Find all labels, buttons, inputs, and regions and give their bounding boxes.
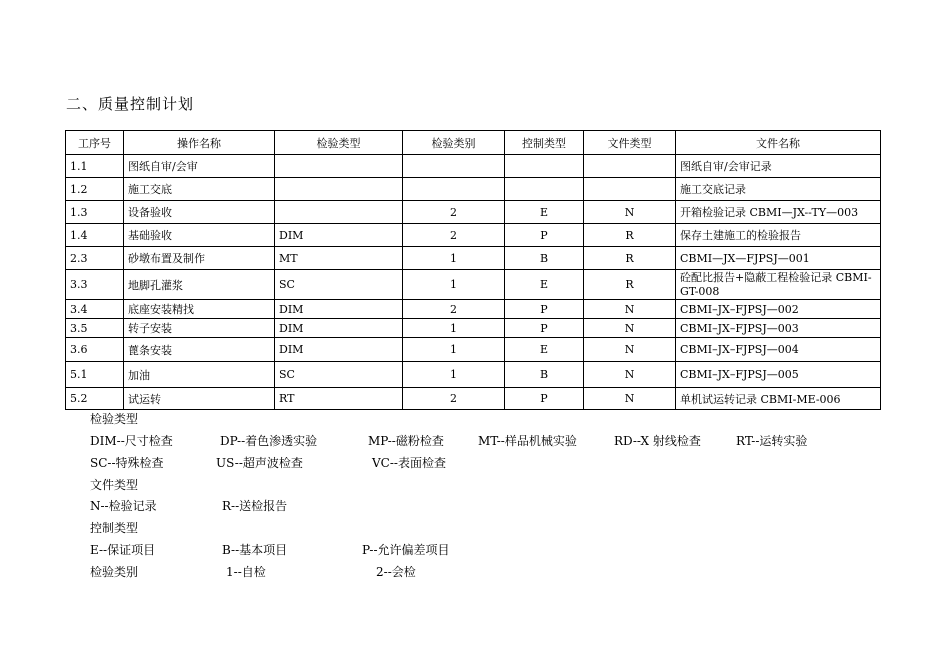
cell-process-no: 5.2 [66, 388, 124, 410]
cell-process-no: 1.2 [66, 178, 124, 201]
cell-control-type: P [505, 300, 584, 319]
cell-operation-name: 砂墩布置及制作 [124, 247, 275, 270]
cell-operation-name: 试运转 [124, 388, 275, 410]
table-row [66, 362, 881, 388]
cell-file-name: CBMI–JX–FJPSJ—002 [676, 300, 881, 319]
cell-inspection-type [275, 178, 403, 201]
cell-control-type: E [505, 270, 584, 300]
legend-item: E--保证项目 [90, 543, 156, 557]
cell-inspection-type: SC [275, 270, 403, 300]
cell-operation-name: 施工交底 [124, 178, 275, 201]
legend-inspection-type-title: 检验类型 [90, 412, 139, 426]
cell-process-no: 3.5 [66, 319, 124, 338]
cell-control-type: B [505, 247, 584, 270]
cell-inspection-class: 2 [403, 388, 505, 410]
cell-inspection-class [403, 155, 505, 178]
cell-file-type: N [584, 300, 676, 319]
legend-item: MT--样品机械实验 [478, 434, 577, 448]
cell-operation-name: 转子安装 [124, 319, 275, 338]
legend-item: VC--表面检查 [372, 456, 446, 470]
cell-process-no: 1.1 [66, 155, 124, 178]
cell-inspection-class [403, 178, 505, 201]
table-row [66, 247, 881, 270]
cell-control-type: E [505, 201, 584, 224]
legend-item: R--送检报告 [222, 499, 288, 513]
legend-item: RD--X 射线检查 [614, 434, 701, 448]
header-process-no: 工序号 [66, 131, 124, 155]
cell-inspection-type: RT [275, 388, 403, 410]
cell-file-name: 开箱检验记录 CBMI—JX--TY—003 [676, 201, 881, 224]
legend-item: SC--特殊检查 [90, 456, 164, 470]
table-row [66, 338, 881, 362]
cell-inspection-class: 1 [403, 362, 505, 388]
header-inspection-type: 检验类型 [275, 131, 403, 155]
cell-process-no: 3.4 [66, 300, 124, 319]
cell-inspection-type: SC [275, 362, 403, 388]
legend-item: MP--磁粉检查 [368, 434, 444, 448]
table-row [66, 270, 881, 300]
legend-item: DP--着色渗透实验 [220, 434, 318, 448]
cell-inspection-type: DIM [275, 319, 403, 338]
legend-item: US--超声波检查 [216, 456, 303, 470]
cell-control-type [505, 178, 584, 201]
cell-operation-name: 设备验收 [124, 201, 275, 224]
cell-file-type: N [584, 338, 676, 362]
legend-item: 检验类别 [90, 565, 139, 579]
cell-process-no: 1.3 [66, 201, 124, 224]
header-file-name: 文件名称 [676, 131, 881, 155]
cell-file-name: 保存土建施工的检验报告 [676, 224, 881, 247]
header-operation-name: 操作名称 [124, 131, 275, 155]
cell-file-type: N [584, 201, 676, 224]
cell-file-type: N [584, 319, 676, 338]
cell-control-type: E [505, 338, 584, 362]
cell-inspection-type [275, 201, 403, 224]
cell-process-no: 2.3 [66, 247, 124, 270]
cell-file-name: 砼配比报告+隐蔽工程检验记录 CBMI-GT-008 [676, 270, 881, 300]
header-control-type: 控制类型 [505, 131, 584, 155]
cell-file-name: CBMI–JX–FJPSJ—005 [676, 362, 881, 388]
cell-file-type: R [584, 270, 676, 300]
cell-file-name: 施工交底记录 [676, 178, 881, 201]
cell-operation-name: 加油 [124, 362, 275, 388]
section-heading: 二、质量控制计划 [66, 95, 195, 113]
cell-operation-name: 地脚孔灌浆 [124, 270, 275, 300]
cell-file-name: 图纸自审/会审记录 [676, 155, 881, 178]
cell-inspection-class: 1 [403, 338, 505, 362]
cell-file-name: CBMI—JX—FJPSJ—001 [676, 247, 881, 270]
legend-control-type-title: 控制类型 [90, 521, 139, 535]
cell-inspection-class: 2 [403, 300, 505, 319]
legend-file-type-title: 文件类型 [90, 478, 139, 492]
cell-control-type: P [505, 319, 584, 338]
cell-inspection-type: DIM [275, 338, 403, 362]
cell-file-type: R [584, 247, 676, 270]
cell-process-no: 5.1 [66, 362, 124, 388]
cell-inspection-type: DIM [275, 224, 403, 247]
table-row [66, 388, 881, 410]
table-row [66, 224, 881, 247]
table-row [66, 319, 881, 338]
cell-file-type: N [584, 362, 676, 388]
cell-operation-name: 图纸自审/会审 [124, 155, 275, 178]
header-file-type: 文件类型 [584, 131, 676, 155]
cell-control-type: P [505, 224, 584, 247]
cell-file-type: N [584, 388, 676, 410]
cell-inspection-type: DIM [275, 300, 403, 319]
header-inspection-class: 检验类别 [403, 131, 505, 155]
cell-process-no: 3.6 [66, 338, 124, 362]
legend-item: B--基本项目 [222, 543, 288, 557]
cell-inspection-class: 1 [403, 270, 505, 300]
table-header-row [66, 131, 881, 155]
cell-file-name: 单机试运转记录 CBMI-ME-006 [676, 388, 881, 410]
table-row [66, 201, 881, 224]
cell-operation-name: 蓖条安装 [124, 338, 275, 362]
cell-inspection-type: MT [275, 247, 403, 270]
cell-file-name: CBMI–JX–FJPSJ—004 [676, 338, 881, 362]
legend-item: DIM--尺寸检查 [90, 434, 173, 448]
table-row [66, 155, 881, 178]
cell-inspection-class: 1 [403, 319, 505, 338]
cell-operation-name: 基础验收 [124, 224, 275, 247]
quality-control-table [65, 130, 881, 410]
legend-item: 2--会检 [376, 565, 416, 579]
legend-item: N--检验记录 [90, 499, 157, 513]
cell-operation-name: 底座安装精找 [124, 300, 275, 319]
cell-file-type [584, 178, 676, 201]
legend-item: RT--运转实验 [736, 434, 808, 448]
legend-item: 1--自检 [226, 565, 266, 579]
cell-file-name: CBMI–JX–FJPSJ—003 [676, 319, 881, 338]
cell-control-type: P [505, 388, 584, 410]
legend-item: P--允许偏差项目 [362, 543, 450, 557]
table-row [66, 178, 881, 201]
cell-inspection-class: 1 [403, 247, 505, 270]
cell-inspection-class: 2 [403, 201, 505, 224]
cell-control-type: B [505, 362, 584, 388]
cell-control-type [505, 155, 584, 178]
cell-file-type: R [584, 224, 676, 247]
cell-inspection-type [275, 155, 403, 178]
cell-file-type [584, 155, 676, 178]
cell-inspection-class: 2 [403, 224, 505, 247]
table-row [66, 300, 881, 319]
cell-process-no: 3.3 [66, 270, 124, 300]
cell-process-no: 1.4 [66, 224, 124, 247]
